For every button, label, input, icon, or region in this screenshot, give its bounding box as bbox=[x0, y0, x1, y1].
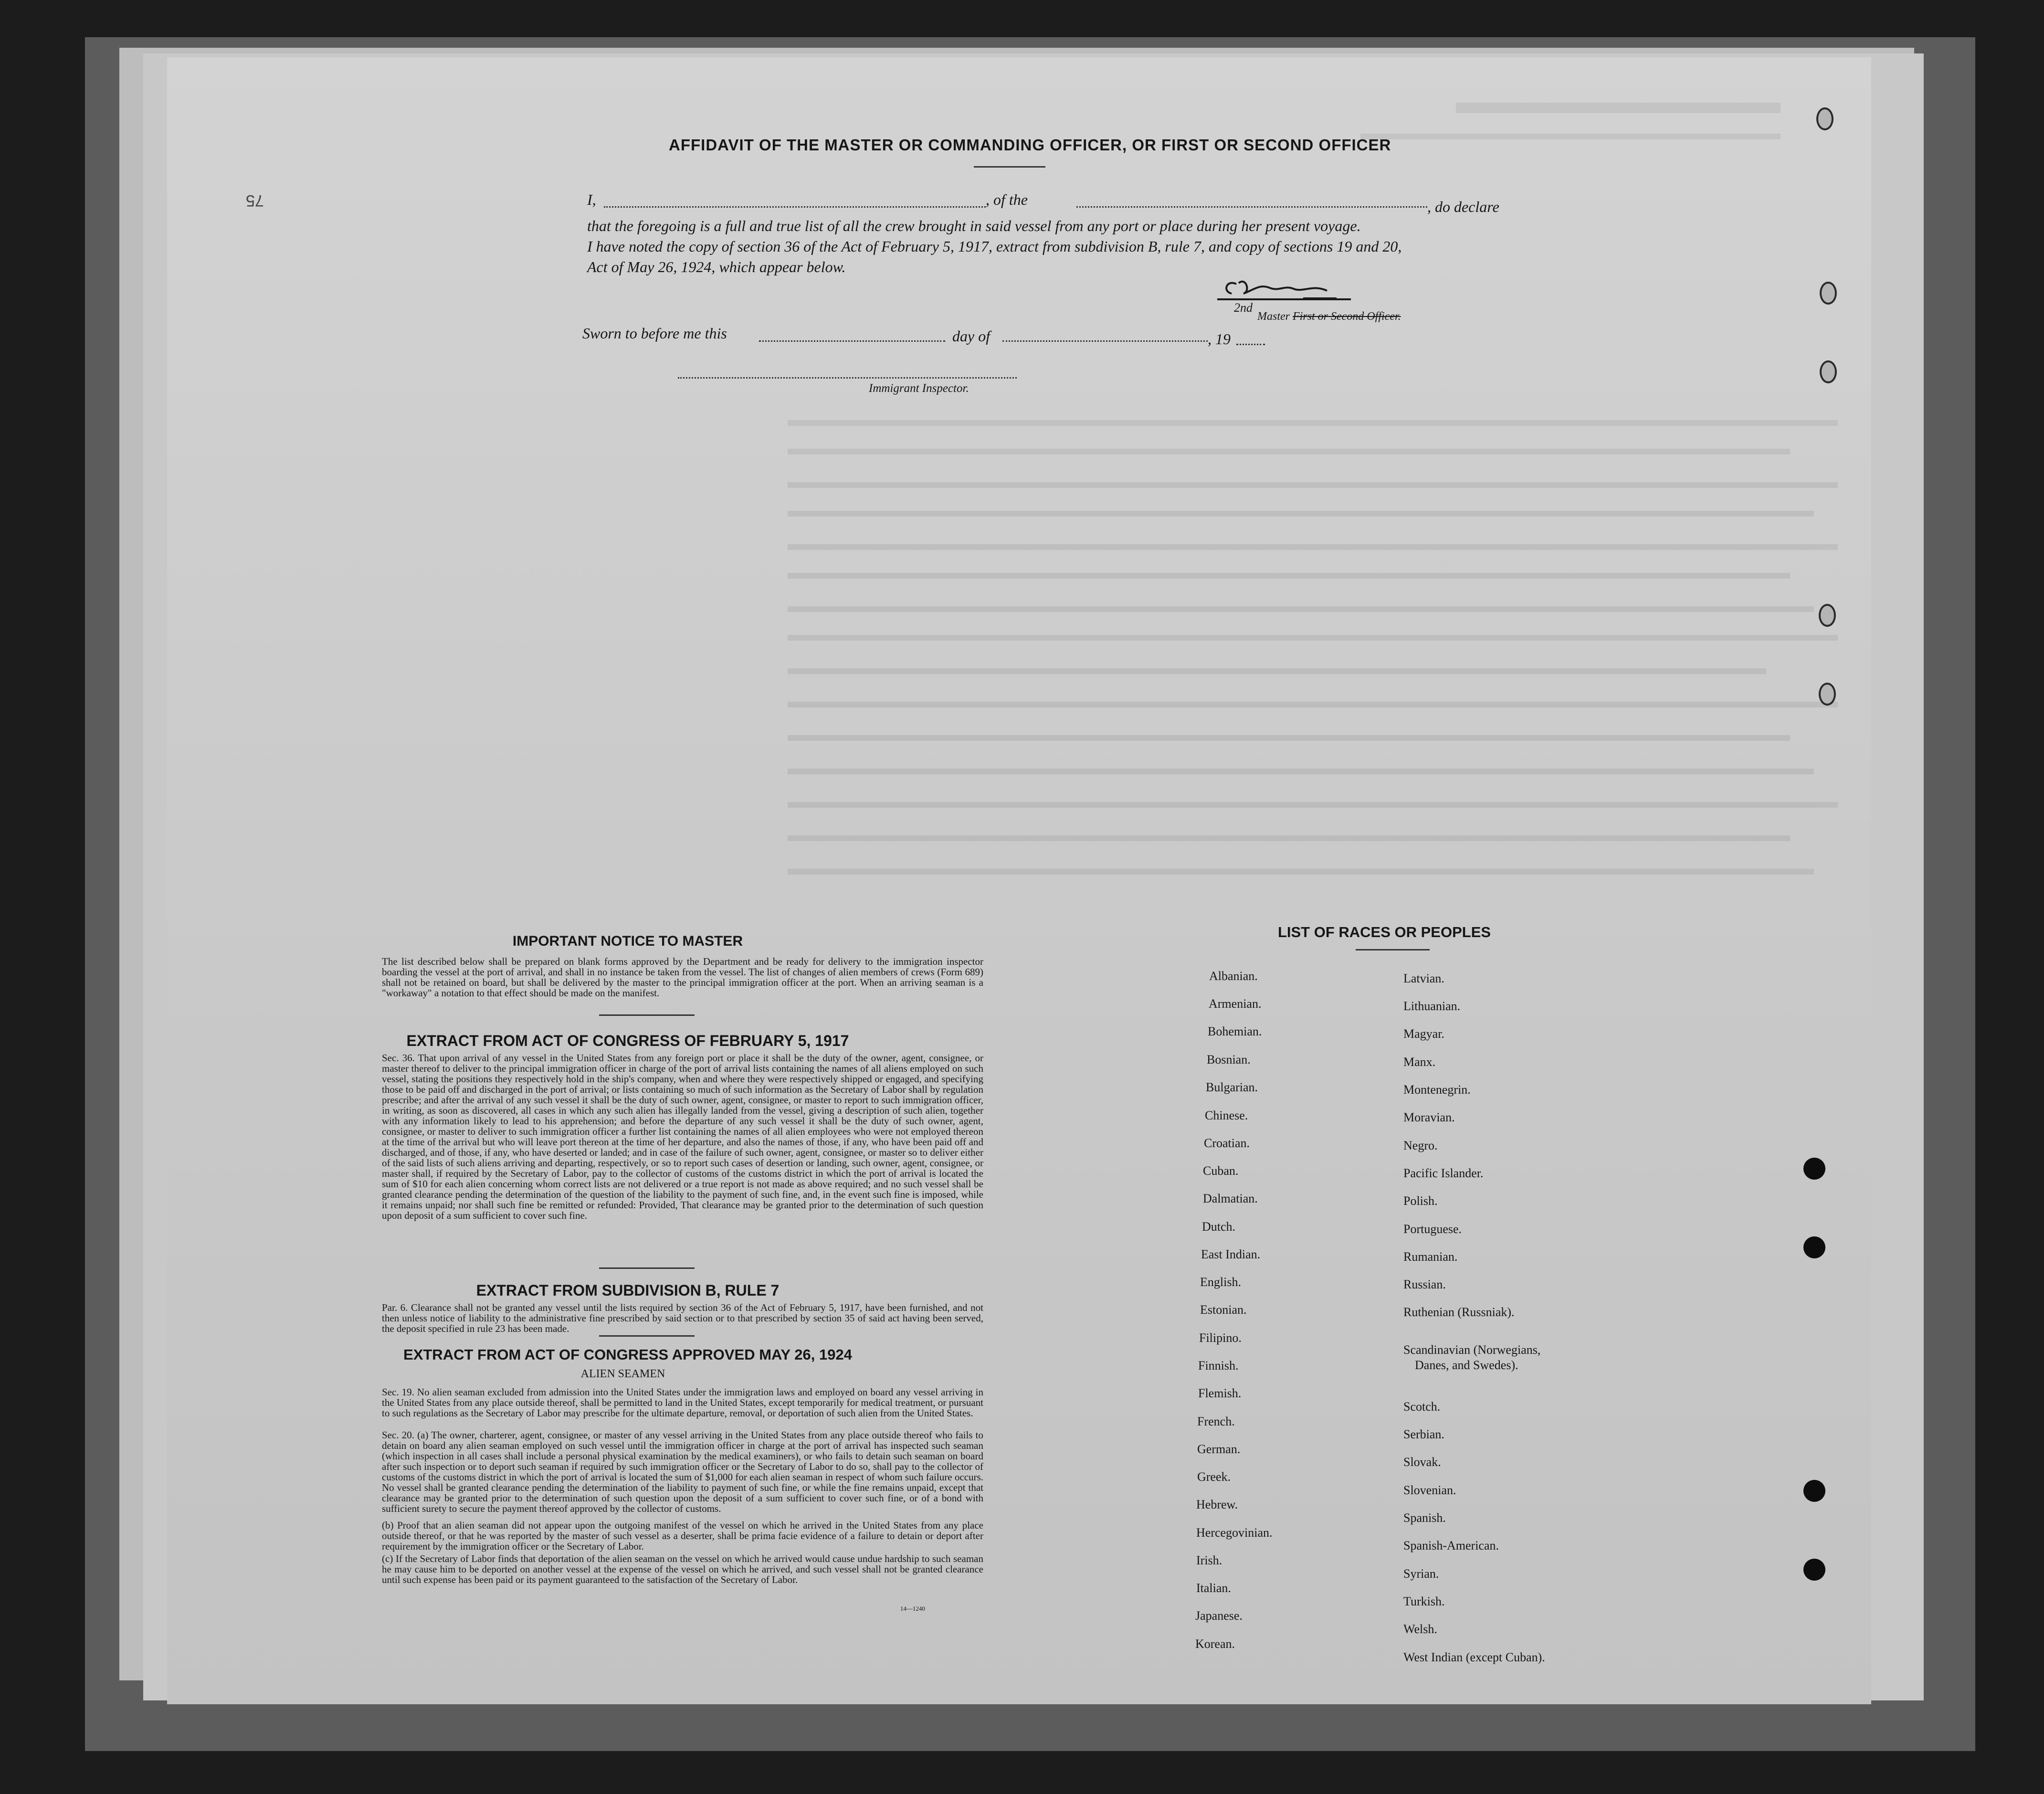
extract-1924-sec20b: (b) Proof that an alien seaman did not appear upon the outgoing manifest of the vessel on which he arrived in the United States from any place outside thereof, or that he was reported by the master of such vessel as a deserter, shall be prima facie evidence of a failure to detain or deport after requirement by the immigration officer or the Secretary of Labor. bbox=[382, 1520, 983, 1552]
race-item: Negro. bbox=[1403, 1139, 1438, 1152]
vessel-blank bbox=[1076, 206, 1427, 208]
race-item: Flemish. bbox=[1198, 1386, 1242, 1400]
affidavit-line-3: I have noted the copy of section 36 of the Act of February 5, 1917, extract from subdivision B, rule 7, and copy of sections 19 and 20, bbox=[587, 238, 1402, 255]
race-item: Danes, and Swedes). bbox=[1415, 1358, 1518, 1372]
document-page bbox=[167, 57, 1871, 1704]
sworn-month-blank bbox=[1002, 340, 1208, 342]
race-item: English. bbox=[1200, 1275, 1241, 1289]
affidavit-i: I, bbox=[587, 191, 596, 208]
race-item: German. bbox=[1197, 1442, 1241, 1456]
divider-2 bbox=[599, 1267, 695, 1269]
extract-1917-title: EXTRACT FROM ACT OF CONGRESS OF FEBRUARY 5, 1917 bbox=[406, 1032, 849, 1049]
race-item: Dalmatian. bbox=[1203, 1192, 1258, 1205]
master-label bbox=[1257, 310, 1401, 323]
punch-hole bbox=[1820, 282, 1837, 305]
race-item: Slovak. bbox=[1403, 1455, 1441, 1469]
sworn-year-label: , 19 bbox=[1208, 330, 1231, 348]
signature-rank-annotation: 2nd bbox=[1234, 301, 1253, 315]
extract-1924-title: EXTRACT FROM ACT OF CONGRESS APPROVED MAY 26, 1924 bbox=[403, 1346, 852, 1363]
race-item: Croatian. bbox=[1204, 1136, 1250, 1150]
races-rule bbox=[1356, 949, 1430, 950]
race-item: Bulgarian. bbox=[1206, 1080, 1258, 1094]
race-item: Polish. bbox=[1403, 1194, 1438, 1208]
race-item: Rumanian. bbox=[1403, 1250, 1458, 1264]
race-item: West Indian (except Cuban). bbox=[1403, 1650, 1545, 1664]
race-item: French. bbox=[1197, 1414, 1235, 1428]
race-item: Chinese. bbox=[1205, 1108, 1248, 1122]
race-item: Portuguese. bbox=[1403, 1222, 1462, 1236]
race-item: Hebrew. bbox=[1196, 1498, 1238, 1511]
race-item: Greek. bbox=[1197, 1470, 1231, 1484]
race-item: Latvian. bbox=[1403, 971, 1444, 985]
race-item: Armenian. bbox=[1209, 997, 1262, 1011]
affidavit-line-4: Act of May 26, 1924, which appear below. bbox=[587, 258, 846, 275]
margin-stamp: 75 bbox=[246, 191, 264, 210]
race-item: Albanian. bbox=[1209, 969, 1258, 983]
master-text: Master bbox=[1257, 310, 1290, 323]
extract-1924-sec19: Sec. 19. No alien seaman excluded from admission into the United States under the immigration laws and employed on board any vessel arriving in the United States from any place outside thereof, shall be permitted to land in the United States, except temporarily for medical treatment, or pursuant to such regulations as the Secretary of Labor may prescribe for the ultimate departure, removal, or deportation of such alien from the United States. bbox=[382, 1386, 983, 1419]
sworn-year-blank bbox=[1236, 344, 1265, 345]
race-item: Pacific Islander. bbox=[1403, 1166, 1484, 1180]
race-item: Cuban. bbox=[1203, 1164, 1239, 1178]
race-item: Filipino. bbox=[1199, 1331, 1242, 1345]
race-item: Hercegovinian. bbox=[1196, 1526, 1273, 1540]
divider-1 bbox=[599, 1014, 695, 1016]
extract-1917-text: Sec. 36. That upon arrival of any vessel in the United States from any foreign port or place it shall be the duty of the owner, agent, consignee, or master thereof to deliver to the principal immigration officer in charge of the port of arrival lists containing the names of all aliens employed on such vessel, stating the positions they respectively hold in the ship's company, when and where they were respectively shipped or engaged, and specifying those to be paid off and discharged in the port of arrival; or lists containing so much of such information as the Secretary of Labor shall by regulation prescribe; and after the arrival of any such vessel it shall be the duty of such owner, agent, consignee, or master to report to such immigration officer, in writing, as soon as discovered, all cases in which any such alien has illegally landed from the vessel, giving a description of such alien, together with any information likely to lead to his apprehension; and before the departure of any such vessel it shall be the duty of such owner, agent, consignee, or master to deliver to such immigration officer a further list containing the names of all alien employees who were not employed thereon at the time of the arrival but who will leave port thereon at the time of her departure, and also the names of those, if any, who have been paid off and discharged, and of those, if any, who have deserted or landed; and in case of the failure of such owner, agent, consignee, or master so to deliver either of the said lists of such aliens arriving and departing, respectively, or so to report such cases of desertion or landing, such owner, agent, consignee, or master shall, if required by the Secretary of Labor, pay to the collector of customs of the customs district in which the port of arrival is located the sum of $10 for each alien concerning whom correct lists are not delivered or a true report is not made as above required; and no such vessel shall be granted clearance pending the determination of the question of the liability to the payment of such fine, and, in the event such fine is imposed, while it remains unpaid; nor shall such fine be remitted or refunded: Provided, That clearance may be granted prior to the determination of such question upon deposit of a sum sufficient to cover such fine. bbox=[382, 1052, 983, 1221]
race-item: Bosnian. bbox=[1207, 1053, 1251, 1066]
punch-hole bbox=[1816, 107, 1833, 130]
extract-rule7-title: EXTRACT FROM SUBDIVISION B, RULE 7 bbox=[476, 1282, 780, 1299]
punch-hole bbox=[1803, 1480, 1825, 1502]
race-item: Ruthenian (Russniak). bbox=[1403, 1305, 1515, 1319]
struck-officer-text: First or Second Officer. bbox=[1293, 310, 1401, 323]
race-item: Korean. bbox=[1195, 1637, 1235, 1651]
race-item: Spanish. bbox=[1403, 1511, 1446, 1525]
notice-text: The list described below shall be prepared on blank forms approved by the Department and be ready for delivery to the immigration inspector boarding the vessel at the port of arrival, and shall in no instance be taken from the vessel. The list of changes of alien members of crews (Form 689) shall not be retained on board, but shall be delivered by the master to the principal immigration officer at the port. When an arriving seaman is a "workaway" a notation to that effect should be made on the manifest. bbox=[382, 956, 983, 999]
race-item: Dutch. bbox=[1202, 1220, 1236, 1234]
punch-hole bbox=[1803, 1559, 1825, 1581]
race-item: Lithuanian. bbox=[1403, 999, 1461, 1013]
divider-3 bbox=[599, 1335, 695, 1337]
race-item: Bohemian. bbox=[1208, 1024, 1262, 1038]
inspector-signature-line bbox=[678, 377, 1017, 379]
race-item: Magyar. bbox=[1403, 1027, 1444, 1041]
race-item: Turkish. bbox=[1403, 1594, 1445, 1608]
races-title: LIST OF RACES OR PEOPLES bbox=[1277, 924, 1491, 940]
race-item: Japanese. bbox=[1195, 1609, 1243, 1623]
race-item: Scotch. bbox=[1403, 1400, 1441, 1414]
punch-hole bbox=[1819, 683, 1836, 706]
sworn-label: Sworn to before me this bbox=[582, 325, 727, 342]
alien-seamen-subtitle: ALIEN SEAMEN bbox=[580, 1368, 665, 1380]
race-item: Russian. bbox=[1403, 1277, 1446, 1291]
extract-rule7-text: Par. 6. Clearance shall not be granted any vessel until the lists required by section 36 of the Act of February 5, 1917, have been furnished, and not then unless notice of liability to the administrative fine prescribed by said section or to that prescribed by section 35 of said act having been served, the deposit specified in rule 23 has been made. bbox=[382, 1302, 983, 1334]
race-item: Moravian. bbox=[1403, 1110, 1455, 1124]
affidavit-declare: , do declare bbox=[1427, 198, 1499, 215]
sworn-day-label: day of bbox=[952, 327, 990, 345]
affidavit-title: AFFIDAVIT OF THE MASTER OR COMMANDING OFFICER, OR FIRST OR SECOND OFFICER bbox=[669, 136, 1391, 154]
affidavit-line-2: that the foregoing is a full and true list of all the crew brought in said vessel from any port or place during her present voyage. bbox=[587, 217, 1361, 234]
race-item: Scandinavian (Norwegians, bbox=[1403, 1343, 1541, 1357]
race-item: Slovenian. bbox=[1403, 1483, 1456, 1497]
race-item: Italian. bbox=[1196, 1581, 1231, 1595]
title-rule bbox=[974, 166, 1045, 168]
race-item: Syrian. bbox=[1403, 1567, 1439, 1581]
race-item: Spanish-American. bbox=[1403, 1539, 1499, 1552]
inspector-label: Immigrant Inspector. bbox=[869, 382, 969, 395]
punch-hole bbox=[1803, 1236, 1825, 1258]
race-item: Serbian. bbox=[1403, 1427, 1444, 1441]
race-item: Irish. bbox=[1196, 1553, 1222, 1567]
name-blank bbox=[604, 206, 986, 208]
race-item: Manx. bbox=[1403, 1055, 1436, 1069]
race-item: Montenegrin. bbox=[1403, 1083, 1471, 1097]
notice-title: IMPORTANT NOTICE TO MASTER bbox=[512, 933, 743, 949]
punch-hole bbox=[1819, 604, 1836, 627]
race-item: Finnish. bbox=[1198, 1359, 1239, 1372]
punch-hole bbox=[1803, 1158, 1825, 1180]
form-number: 14—1240 bbox=[900, 1605, 925, 1612]
race-item: Welsh. bbox=[1403, 1622, 1437, 1636]
extract-1924-sec20a: Sec. 20. (a) The owner, charterer, agent, consignee, or master of any vessel arriving in the United States from any place outside thereof who fails to detain on board any alien seaman employed on such vessel until the immigration officer in charge at the port of arrival has inspected such seaman (which inspection in all cases shall include a personal physical examination by the medical examiners), or who fails to detain such seaman on board after such inspection or to deport such seaman if required by such immigration officer or the Secretary of Labor to do so, shall pay to the collector of customs of the customs district in which the port of arrival is located the sum of $1,000 for each alien seaman in respect of whom such failure occurs. No vessel shall be granted clearance pending the determination of the liability to payment of such fine, or while the fine remains unpaid, except that clearance may be granted prior to the determination of such question upon the deposit of a sum sufficient to cover such fine, or of a bond with sufficient surety to secure the payment thereof approved by the collector of customs. bbox=[382, 1429, 983, 1514]
extract-1924-sec20c: (c) If the Secretary of Labor finds that deportation of the alien seaman on the vessel on which he arrived would cause undue hardship to such seaman he may cause him to be deported on another vessel at the expense of the vessel on which he arrived, and such vessel shall not be granted clearance until such expense has been paid or its payment guaranteed to the satisfaction of the Secretary of Labor. bbox=[382, 1553, 983, 1585]
sworn-day-blank bbox=[759, 340, 945, 342]
affidavit-of-the: , of the bbox=[986, 191, 1028, 208]
punch-hole bbox=[1820, 360, 1837, 383]
race-item: Estonian. bbox=[1200, 1303, 1247, 1317]
race-item: East Indian. bbox=[1201, 1247, 1261, 1261]
